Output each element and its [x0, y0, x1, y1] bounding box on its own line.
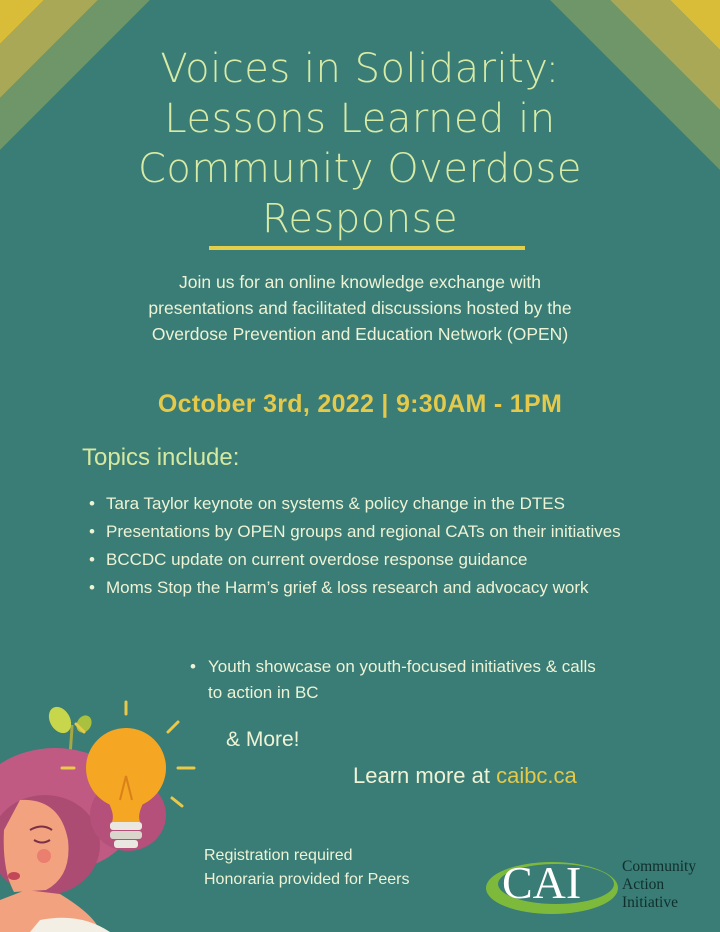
- learn-more-text: Learn more at caibc.ca: [353, 763, 577, 788]
- head-lightbulb-illustration: [0, 680, 220, 932]
- intro-text: Join us for an online knowledge exchange with presentations and facilitated discussions hosted by the Overdose Prevention and Education Network (OPEN): [148, 272, 572, 344]
- topics-list: [86, 491, 666, 603]
- cai-logo: [484, 848, 624, 920]
- logo-text: Community Action Initiative: [622, 858, 697, 911]
- and-more-text: & More!: [226, 728, 300, 751]
- topics-heading: Topics include:: [82, 444, 240, 471]
- sprout-icon: [44, 703, 94, 755]
- list-item: • Presentations by OPEN groups and regional CATs on their initiatives: [86, 519, 666, 545]
- youth-topic: [190, 654, 670, 706]
- page-title: Voices in Solidarity: Lessons Learned in Community Overdose Response: [137, 46, 583, 242]
- event-date: October 3rd, 2022 | 9:30AM - 1PM: [157, 390, 563, 418]
- list-item: • Youth showcase on youth-focused initiatives & calls to action in BC: [190, 654, 670, 706]
- logo-mark: CAI: [502, 857, 582, 908]
- registration-info: Registration required Honoraria provided for Peers: [204, 847, 410, 888]
- list-item: • Tara Taylor keynote on systems & policy change in the DTES: [86, 491, 666, 517]
- list-item: • Moms Stop the Harm’s grief & loss research and advocacy work: [86, 575, 666, 601]
- website-link[interactable]: caibc.ca: [496, 763, 577, 788]
- list-item: • BCCDC update on current overdose response guidance: [86, 547, 666, 573]
- title-underline: [209, 246, 525, 250]
